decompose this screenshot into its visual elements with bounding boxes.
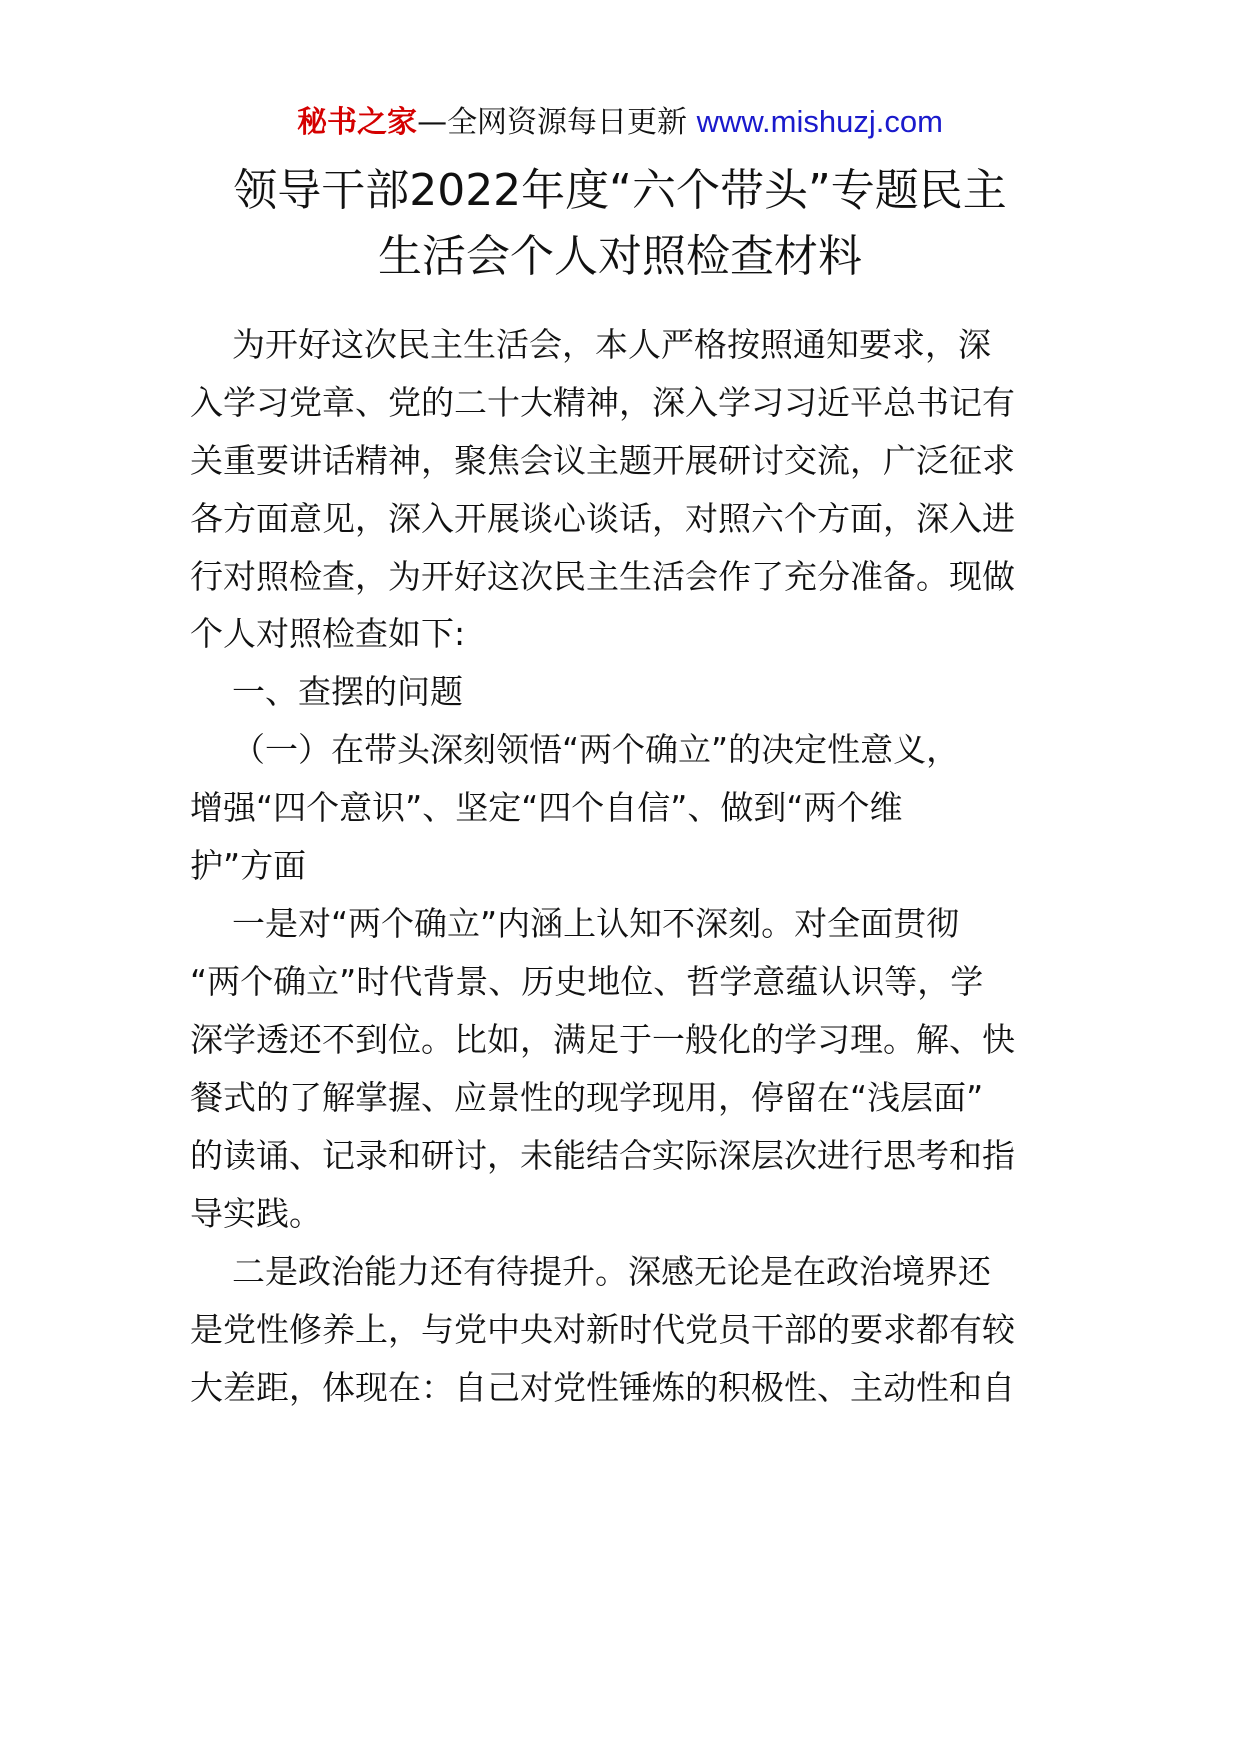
body-text-line: 一、查摆的问题 (190, 672, 463, 711)
brand-name: 秘书之家 (297, 105, 418, 140)
body-text-line: 大差距，体现在：自己对党性锤炼的积极性、主动性和自 (190, 1368, 1015, 1407)
body-text-line: 是党性修养上，与党中央对新时代党员干部的要求都有较 (190, 1310, 1015, 1349)
body-text-line: 为开好这次民主生活会，本人严格按照通知要求，深 (190, 325, 991, 364)
body-text-line: “两个确立”时代背景、历史地位、哲学意蕴认识等，学 (190, 962, 984, 1001)
site-url[interactable]: www.mishuzj.com (696, 104, 943, 139)
body-text-line: 导实践。 (190, 1194, 322, 1233)
header-tagline: —全网资源每日更新 (417, 105, 688, 140)
site-header (0, 100, 1240, 145)
body-text-line: 各方面意见，深入开展谈心谈话，对照六个方面，深入进 (190, 499, 1015, 538)
body-text-line: （一）在带头深刻领悟“两个确立”的决定性意义， (190, 730, 960, 769)
body-text-line: 一是对“两个确立”内涵上认知不深刻。对全面贯彻 (190, 904, 960, 943)
body-text-line: 的读诵、记录和研讨，未能结合实际深层次进行思考和指 (190, 1136, 1015, 1175)
body-text-line: 入学习党章、党的二十大精神，深入学习习近平总书记有 (190, 383, 1015, 422)
body-text-line: 护”方面 (190, 846, 307, 885)
document-title-line-1: 领导干部2022年度“六个带头”专题民主 (233, 165, 1007, 216)
body-text-line: 关重要讲话精神，聚焦会议主题开展研讨交流，广泛征求 (190, 441, 1015, 480)
body-text-line: 个人对照检查如下: (190, 614, 466, 653)
body-text-line: 餐式的了解掌握、应景性的现学现用，停留在“浅层面” (190, 1078, 984, 1117)
body-text-line: 二是政治能力还有待提升。深感无论是在政治境界还 (190, 1252, 991, 1291)
body-text-line: 深学透还不到位。比如，满足于一般化的学习理。解、快 (190, 1020, 1015, 1059)
document-title-line-2: 生活会个人对照检查材料 (378, 231, 862, 282)
body-text-line: 行对照检查，为开好这次民主生活会作了充分准备。现做 (190, 557, 1015, 596)
body-text-line: 增强“四个意识”、坚定“四个自信”、做到“两个维 (190, 788, 903, 827)
